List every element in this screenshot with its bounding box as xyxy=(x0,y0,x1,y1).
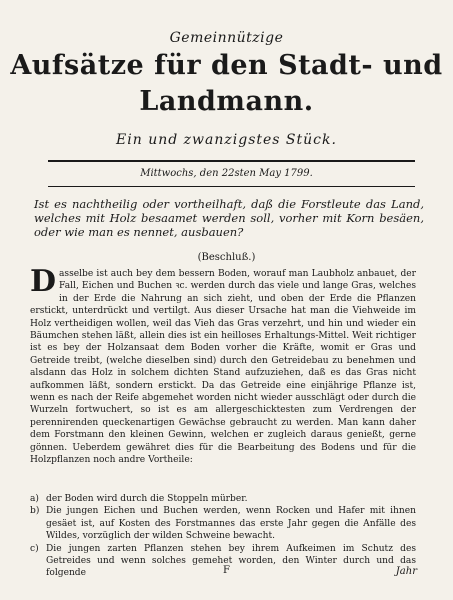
conclusion-label: (Beschluß.) xyxy=(197,252,256,263)
masthead-title-line1: Aufsätze für den Stadt- und xyxy=(10,50,443,81)
masthead-kicker: Gemeinnützige xyxy=(169,30,284,46)
catchword: Jahr xyxy=(395,566,417,577)
drop-cap: D xyxy=(30,264,57,299)
divider-thick xyxy=(48,160,415,162)
masthead-title-line2: Landmann. xyxy=(139,86,314,117)
dateline: Mittwochs, den 22sten May 1799. xyxy=(140,168,313,179)
article-heading: Ist es nachtheilig oder vortheilhaft, daß die Forstleute das Land, welches mit Holz besaamet werden soll, vorher mit Korn besäen, oder wie man es nennet, ausbauen? xyxy=(34,197,424,239)
list-marker: b) xyxy=(30,506,40,517)
issue-number: Ein und zwanzigstes Stück. xyxy=(116,132,337,148)
body-paragraph: asselbe ist auch bey dem bessern Boden, worauf man Laubholz anbauet, der Fall, Eichen und Buchen ꝛc. werden durch das viele und lange Gras, welches in der Erde die Nahrung an sich zieht, und oben der Erde die Pflanzen erstickt, unterdrückt und vertilgt. Aus dieser Ursache hat man die Viehweide im Holz vertheidigen wollen, weil das Vieh das Gras verzehrt, und hin und wieder ein Bäumchen stehen läßt, allein dies ist ein heilloses Erhaltungs-Mittel. Weit richtiger ist es bey der Holzansaat dem Boden vorher die Kräfte, womit er Gras und Getreide treibt, (welche dieselben sind) durch den Getreidebau zu benehmen und alsdann das Holz in solchem dichten Stand aufzuziehen, daß es das Gras nicht aufkommen läßt, sondern erstickt. Da das Getreide eine einjährige Pflanze ist, wenn es nach der Reife abgemehet worden nicht wieder ausschlägt oder durch die Wurzeln fortwuchert, so ist es am allergeschicktesten zum Verdrengen der perennirenden queckenartigen Gewächse gebraucht zu werden. Man kann daher dem Forstmann den kleinen Gewinn, welchen er zugleich daraus genießt, gerne gönnen. Ueberdem gewähret dies für die Bearbeitung des Bodens und für die Holzpflanzen noch andre Vortheile: xyxy=(30,269,416,466)
list-item xyxy=(30,493,416,505)
list-text: Die jungen Eichen und Buchen werden, wenn Rocken und Hafer mit ihnen gesäet ist, auf Kosten des Forstmannes das erste Jahr gegen die Anfälle des Wildes, vorzüglich der wilden Schweine bewacht. xyxy=(46,506,416,542)
list-marker: a) xyxy=(30,494,39,504)
signature-mark: F xyxy=(223,565,230,576)
list-item xyxy=(30,505,416,542)
list-text: der Boden wird durch die Stoppeln mürber. xyxy=(46,494,248,504)
list-marker: c) xyxy=(30,543,39,554)
divider-thin xyxy=(48,186,415,187)
article-body xyxy=(30,264,416,467)
list-text: Die jungen zarten Pflanzen stehen bey ihrem Aufkeimen im Schutz des Getreides und wenn solches gemehet worden, den Winter durch und das folgende xyxy=(46,543,416,579)
